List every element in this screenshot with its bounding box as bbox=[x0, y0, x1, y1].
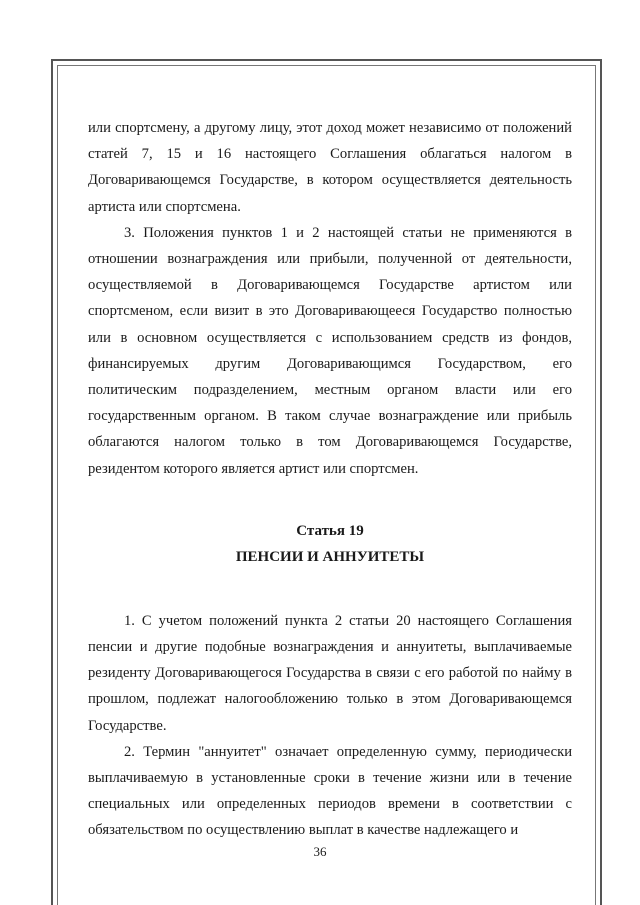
page-number: 36 bbox=[313, 844, 327, 859]
document-body bbox=[88, 115, 572, 844]
article-title: ПЕНСИИ И АННУИТЕТЫ bbox=[235, 548, 425, 565]
paragraph-continuation: или спортсмену, а другому лицу, этот доход может независимо от положений статей 7, 15 и 16 настоящего Соглашения облагаться налогом в Договаривающемся Государстве, в котором осуществляется деятельность артиста или спортсмена. bbox=[88, 120, 572, 215]
article-number: Статья 19 bbox=[296, 522, 364, 539]
paragraph-clause-3: 3. Положения пунктов 1 и 2 настоящей статьи не применяются в отношении вознаграждения или прибыли, полученной от деятельности, осуществляемой в Договаривающемся Государстве артистом или спортсменом, если визит в это Договаривающееся Государство полностью или в основном осуществляется с использованием средств из фондов, финансируемых другим Договаривающимся Государством, его политическим подразделением, местным органом власти или его государственным органом. В таком случае вознаграждение или прибыль облагаются налогом только в том Договаривающемся Государстве, резидентом которого является артист или спортсмен. bbox=[88, 224, 572, 477]
paragraph-clause-2: 2. Термин "аннуитет" означает определенную сумму, периодически выплачиваемую в установленные сроки в течение жизни или в течение специальных или определенных периодов времени в соответствии с обязательством по осуществлению выплат в качестве надлежащего и bbox=[88, 743, 572, 839]
paragraph-clause-1: 1. С учетом положений пункта 2 статьи 20 настоящего Соглашения пенсии и другие подобные вознаграждения и аннуитеты, выплачиваемые резиденту Договаривающегося Государства в связи с его работой по найму в прошлом, подлежат налогообложению только в этом Договаривающемся Государстве. bbox=[88, 612, 572, 734]
